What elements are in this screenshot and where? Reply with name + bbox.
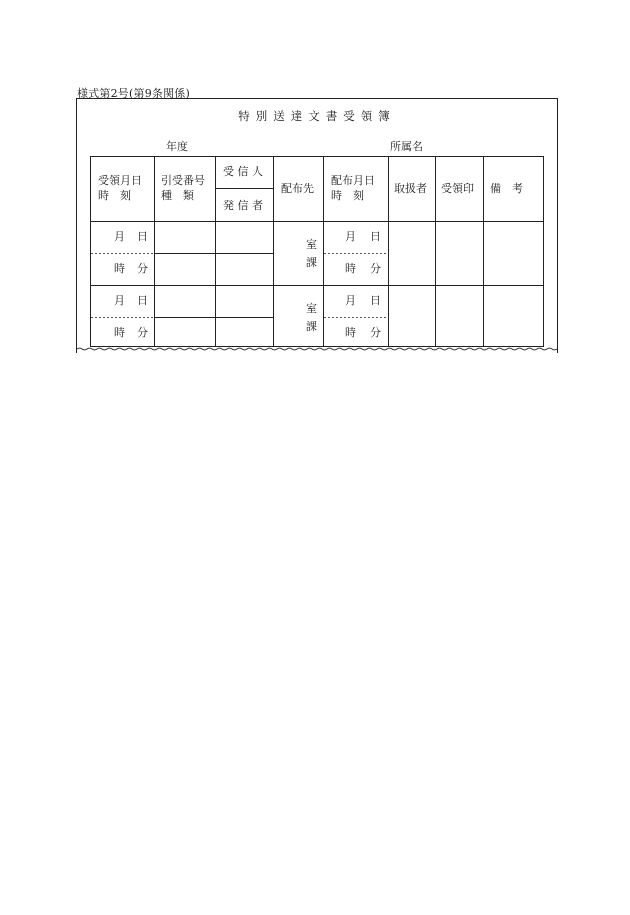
row2-month-unit: 月 — [114, 294, 125, 307]
fiscal-year-label: 年度 — [166, 140, 188, 153]
row1-office-unit: 室 — [306, 238, 317, 251]
header-receipt-seal: 受領印 — [441, 182, 474, 195]
row2-dist-hour-unit: 時 — [345, 326, 356, 339]
header-transfer-type — [161, 173, 211, 203]
row1-month-unit: 月 — [114, 230, 125, 243]
row2-receipt-date — [114, 293, 148, 308]
row1-minute-unit: 分 — [137, 262, 148, 275]
header-receipt-date-time — [98, 173, 148, 203]
ledger-frame — [76, 98, 558, 353]
row1-distribution-time — [345, 261, 381, 276]
row1-dist-month-unit: 月 — [345, 230, 356, 243]
row2-dist-minute-unit: 分 — [370, 326, 381, 339]
row2-hour-unit: 時 — [114, 326, 125, 339]
row1-hour-unit: 時 — [114, 262, 125, 275]
header-distribution-time: 時 刻 — [331, 189, 364, 202]
row1-dist-minute-unit: 分 — [370, 262, 381, 275]
ledger-table-grid — [77, 99, 557, 353]
header-document-type: 種 類 — [161, 189, 194, 202]
row2-dist-month-unit: 月 — [345, 294, 356, 307]
row2-minute-unit: 分 — [137, 326, 148, 339]
row2-day-unit: 日 — [137, 294, 148, 307]
ledger-title: 特別送達文書受領簿 — [238, 109, 396, 123]
header-distribution-date-time — [331, 173, 381, 203]
row1-distribution-date — [345, 229, 381, 244]
row1-dist-day-unit: 日 — [370, 230, 381, 243]
form-number-label: 様式第2号(第9条関係) — [77, 87, 190, 100]
row1-receipt-time — [114, 261, 148, 276]
continuation-wave-line — [77, 345, 557, 353]
row1-day-unit: 日 — [137, 230, 148, 243]
row2-distribution-time — [345, 325, 381, 340]
row1-section-unit: 課 — [306, 256, 317, 269]
wave-path — [77, 348, 557, 350]
row2-distribution-date — [345, 293, 381, 308]
department-name-label: 所属名 — [390, 140, 423, 153]
header-transfer-number: 引受番号 — [161, 174, 205, 187]
header-receipt-time: 時 刻 — [98, 189, 131, 202]
row1-dist-hour-unit: 時 — [345, 262, 356, 275]
header-distribution-date: 配布月日 — [331, 174, 375, 187]
row2-receipt-time — [114, 325, 148, 340]
row2-dist-day-unit: 日 — [370, 294, 381, 307]
header-sender: 発 信 者 — [223, 199, 263, 212]
header-remarks: 備 考 — [490, 182, 523, 195]
row2-office-unit: 室 — [306, 302, 317, 315]
header-destination: 配布先 — [281, 182, 314, 195]
header-receipt-date: 受領月日 — [98, 174, 142, 187]
row1-receipt-date — [114, 229, 148, 244]
header-addressee: 受 信 人 — [223, 165, 263, 178]
header-handler: 取扱者 — [394, 182, 427, 195]
row2-section-unit: 課 — [306, 320, 317, 333]
